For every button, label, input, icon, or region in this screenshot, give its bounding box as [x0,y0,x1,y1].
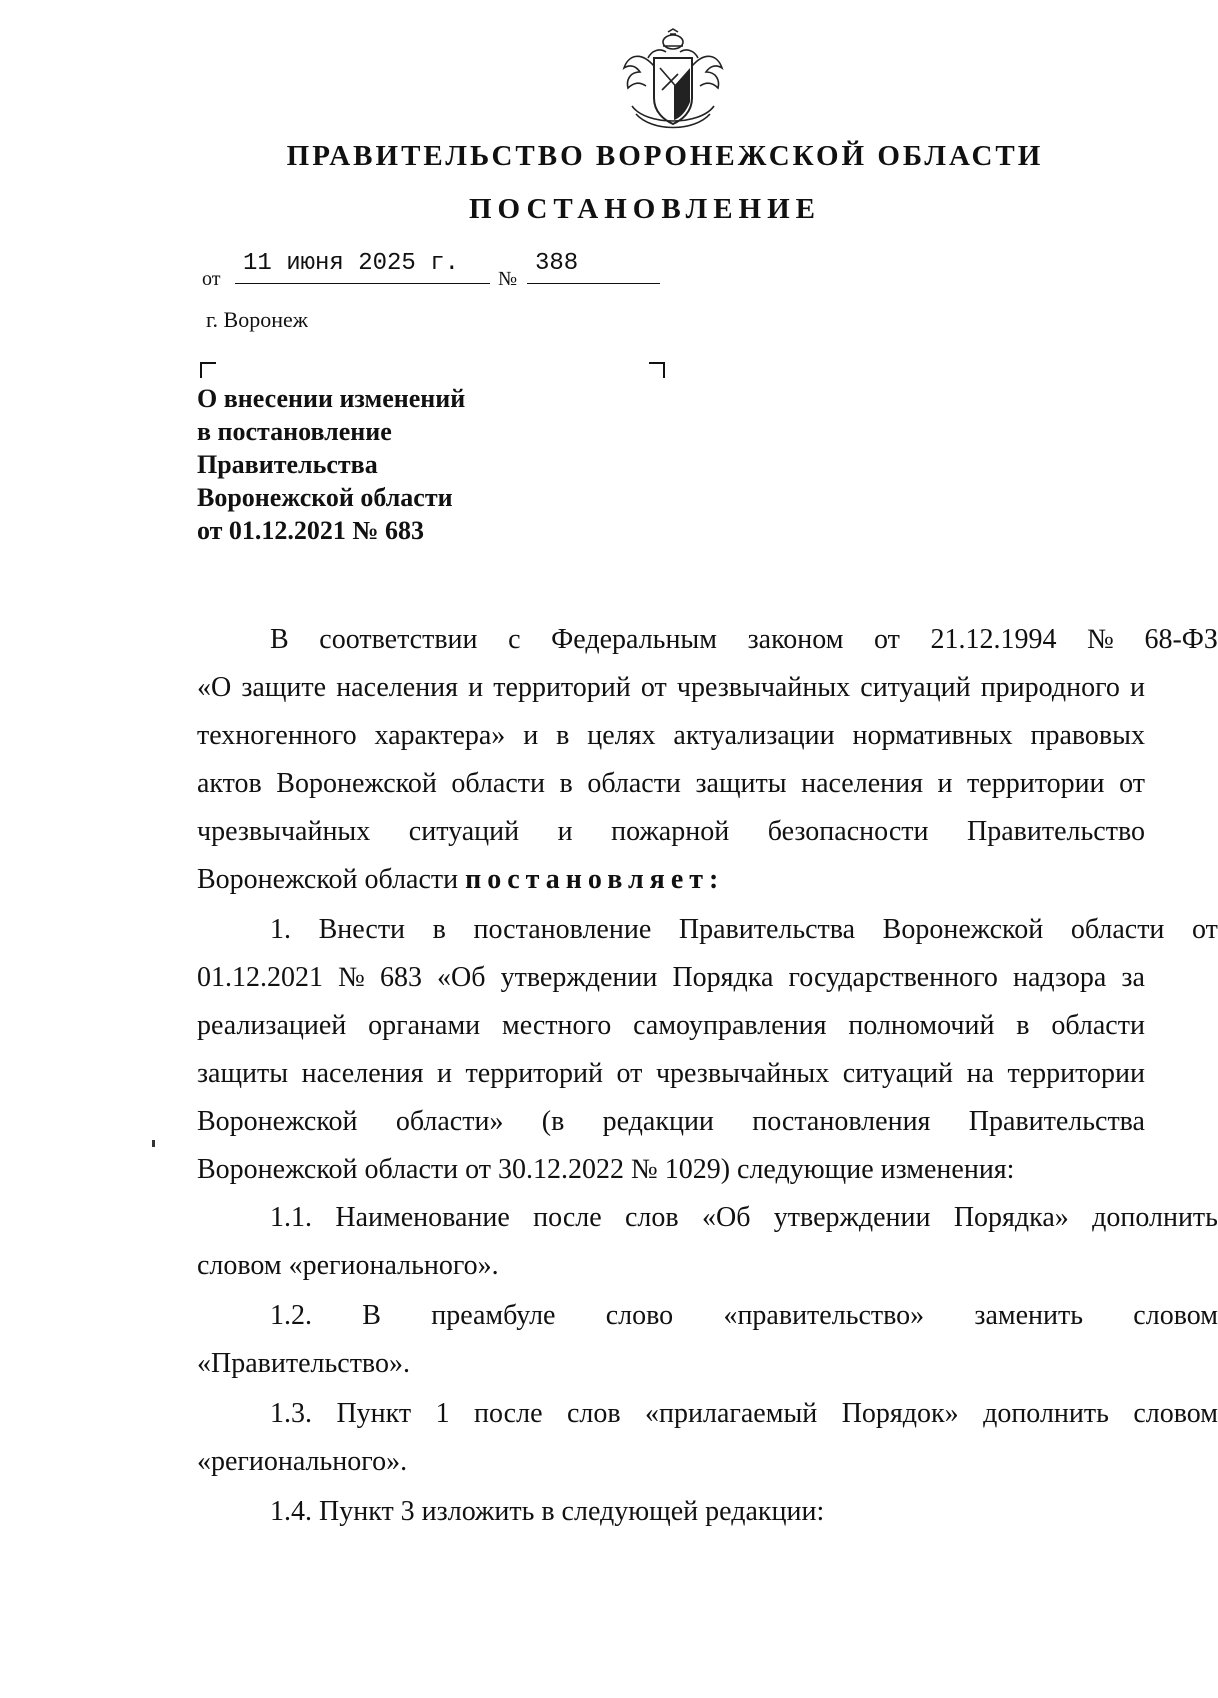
word: области [587,768,681,799]
word: словом [1133,1300,1218,1331]
body-line: Воронежской области от 30.12.2022 № 1029) следующие изменения: [197,1154,1015,1185]
word: от [1192,914,1218,945]
word: безопасности [767,816,929,847]
word: территорий [465,1058,604,1089]
word: Правительства [678,914,856,945]
word: чрезвычайных [197,816,371,847]
body-line [197,958,1145,998]
body-line [197,1394,1218,1434]
organization-title: ПРАВИТЕЛЬСТВО ВОРОНЕЖСКОЙ ОБЛАСТИ [286,140,1044,172]
word: Порядка [672,962,774,993]
word: на [966,1058,994,1089]
word: (в [541,1106,565,1137]
word: населения [801,768,923,799]
word: от [640,672,667,703]
word: области» [395,1106,504,1137]
word: после [474,1398,543,1429]
word: 1.2. [270,1300,312,1331]
word: после [533,1202,602,1233]
word: ситуаций [860,672,971,703]
body-line: словом «регионального». [197,1250,499,1281]
word: утверждении [773,1202,931,1233]
word: и [937,768,953,799]
word: чрезвычайных [655,1058,830,1089]
body-line: «Правительство». [197,1348,410,1379]
word: в [556,720,570,751]
word: от [1119,768,1145,799]
word: ситуаций [842,1058,954,1089]
word: области [451,768,545,799]
word: в [432,914,446,945]
word: 01.12.2021 [197,962,323,993]
word: «О [197,672,232,703]
word: нормативных [852,720,1013,751]
body-line [197,812,1145,852]
body-line [197,1296,1218,1336]
word: за [1121,962,1145,993]
body-line [197,910,1218,950]
word: в [559,768,573,799]
word: населения [301,1058,424,1089]
word: пожарной [611,816,730,847]
word: 68-ФЗ [1144,624,1218,655]
document-number: 388 [527,250,660,284]
word: слов [566,1398,621,1429]
word: самоуправления [633,1010,827,1041]
word: Пункт [336,1398,412,1429]
word: органами [368,1010,481,1041]
body-line: 1.4. Пункт 3 изложить в следующей редакции: [270,1496,825,1527]
word: 21.12.1994 [930,624,1057,655]
word: ситуаций [408,816,520,847]
word: слово [605,1300,674,1331]
word: и [437,1058,452,1089]
body-line [197,1054,1145,1094]
decree-word: постановляет: [465,864,725,895]
number-label: № [498,268,518,290]
subject-line: О внесении изменений [197,384,466,413]
coat-of-arms-emblem [618,28,728,136]
word: Воронежской [882,914,1044,945]
word: и [1130,672,1145,703]
body-line [197,1198,1218,1238]
word: характера» [374,720,506,751]
scan-speck [152,1140,155,1147]
word: территорий [493,672,631,703]
document-date: 11 июня 2025 г. [235,250,490,284]
word: Правительство [967,816,1145,847]
word: природного [980,672,1120,703]
word: техногенного [197,720,357,751]
word: местного [502,1010,612,1041]
word: редакции [602,1106,714,1137]
word: надзора [1012,962,1107,993]
word: дополнить [983,1398,1109,1429]
word: 1. [270,914,291,945]
word: 1.1. [270,1202,312,1233]
word: В [270,624,289,655]
word: территории [967,768,1105,799]
subject-line: в постановление [197,417,392,446]
word: и [523,720,539,751]
word: правовых [1030,720,1145,751]
word: «Об [701,1202,751,1233]
word: В [362,1300,381,1331]
body-line [197,1006,1145,1046]
word: «правительство» [723,1300,925,1331]
document-type-title: ПОСТАНОВЛЕНИЕ [468,193,821,225]
word: «прилагаемый [645,1398,818,1429]
word: Внести [318,914,406,945]
subject-line: от 01.12.2021 № 683 [197,516,425,545]
word: Наименование [335,1202,510,1233]
body-line [197,620,1218,660]
word: Воронежской [276,768,437,799]
word: законом [747,624,844,655]
word: слов [625,1202,679,1233]
word: области [1070,914,1165,945]
word: постановление [473,914,652,945]
word: № [1087,624,1114,655]
word: словом [1133,1398,1218,1429]
word: дополнить [1092,1202,1218,1233]
word: от [874,624,900,655]
word: Воронежской [197,1106,358,1137]
word: защите [241,672,327,703]
word: 683 [379,962,422,993]
word: области [1051,1010,1145,1041]
word: государственного [788,962,998,993]
word: и [557,816,573,847]
city-label: г. Воронеж [206,307,308,332]
word: постановления [752,1106,931,1137]
word: полномочий [848,1010,995,1041]
subject-corner-mark-right [649,362,665,378]
word: защиты [695,768,787,799]
word: № [338,962,365,993]
word: актов [197,768,262,799]
body-line [197,764,1145,804]
word: Правительства [968,1106,1145,1137]
word: целях [587,720,656,751]
word: защиты [197,1058,289,1089]
word: утверждении [500,962,658,993]
body-line [197,860,1145,900]
word: соответствии [319,624,478,655]
subject-line: Воронежской области [197,483,453,512]
body-line [197,1102,1145,1142]
word: 1 [435,1398,450,1429]
word: Порядок» [841,1398,959,1429]
document-date-number-row [200,250,680,290]
word: Порядка» [953,1202,1069,1233]
word: реализацией [197,1010,347,1041]
body-line [197,716,1145,756]
document-subject [197,382,465,547]
word: 1.3. [270,1398,312,1429]
word: преамбуле [431,1300,556,1331]
date-label: от [202,268,221,290]
word: актуализации [673,720,835,751]
body-line [197,668,1145,708]
preamble-text: Воронежской области [197,864,459,895]
subject-corner-mark-left [200,362,216,378]
word: с [508,624,521,655]
word: и [468,672,484,703]
body-line: «регионального». [197,1446,408,1477]
word: Федеральным [551,624,717,655]
word: чрезвычайных [676,672,851,703]
subject-line: Правительства [197,450,378,479]
word: территории [1007,1058,1145,1089]
word: населения [336,672,459,703]
word: в [1016,1010,1030,1041]
word: «Об [437,962,486,993]
word: заменить [974,1300,1084,1331]
word: от [616,1058,643,1089]
